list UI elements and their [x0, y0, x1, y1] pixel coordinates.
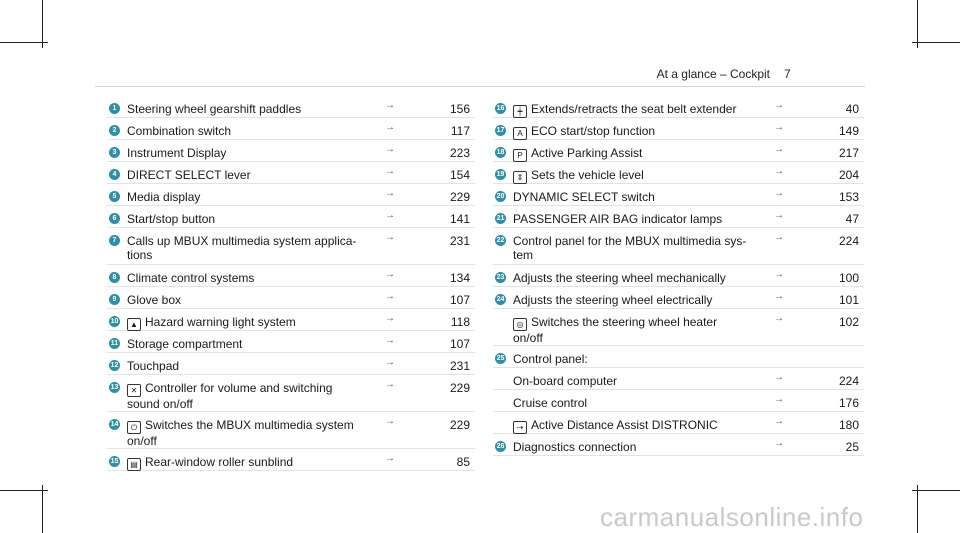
page-reference[interactable]: 231 — [449, 234, 470, 248]
arrow-icon: → — [385, 122, 395, 133]
mute-icon: ✕ — [127, 384, 141, 397]
index-row — [107, 206, 475, 228]
item-label — [513, 418, 783, 434]
crop-mark — [917, 485, 918, 533]
index-row — [107, 96, 475, 118]
item-text: Switches the MBUX multimedia system on/off — [127, 418, 354, 448]
item-label — [513, 374, 783, 388]
page-reference[interactable]: 25 — [845, 440, 859, 454]
page-reference[interactable]: 224 — [838, 234, 859, 248]
index-row — [493, 96, 864, 118]
arrow-icon: → — [774, 394, 784, 405]
page-reference[interactable]: 134 — [449, 271, 470, 285]
page-reference[interactable]: 102 — [838, 315, 859, 329]
page-reference[interactable]: 224 — [838, 374, 859, 388]
item-label — [513, 315, 783, 345]
arrow-icon: → — [385, 232, 395, 243]
page-number: 7 — [784, 67, 791, 81]
crop-mark — [912, 490, 960, 491]
item-text: DIRECT SELECT lever — [127, 168, 251, 182]
arrow-icon: → — [385, 313, 395, 324]
item-number-badge: 13 — [110, 384, 119, 391]
arrow-icon: → — [385, 100, 395, 111]
item-label — [127, 381, 397, 411]
item-text: Instrument Display — [127, 146, 227, 160]
item-text: Hazard warning light system — [145, 315, 296, 329]
page-reference[interactable]: 40 — [845, 102, 859, 116]
index-row — [107, 118, 475, 140]
steering-heater-icon: ◎ — [513, 318, 527, 331]
item-label — [127, 234, 397, 262]
item-text: Storage compartment — [127, 337, 243, 351]
item-label — [127, 146, 397, 160]
index-row — [493, 412, 864, 434]
distronic-icon: ⇢ — [513, 421, 527, 434]
arrow-icon: → — [774, 416, 784, 427]
item-label — [127, 359, 397, 373]
item-number-badge: 17 — [496, 127, 505, 134]
item-text: Steering wheel gearshift paddles — [127, 102, 302, 116]
item-label — [127, 418, 397, 448]
rear-sunblind-icon: ▤ — [127, 458, 141, 471]
index-row — [493, 265, 864, 287]
item-number-badge: 12 — [110, 362, 119, 369]
item-number-badge: 23 — [496, 274, 505, 281]
item-label — [513, 168, 783, 184]
index-row — [107, 412, 475, 449]
arrow-icon: → — [385, 416, 395, 427]
item-label — [127, 168, 397, 182]
item-label — [513, 124, 783, 140]
item-text: Controller for volume and switching sound on/off — [127, 381, 333, 411]
index-row — [107, 353, 475, 375]
item-text: Control panel for the MBUX multimedia sys- tem — [513, 234, 747, 262]
item-label — [127, 124, 397, 138]
index-row — [107, 162, 475, 184]
item-number-badge: 1 — [109, 103, 120, 114]
arrow-icon: → — [774, 372, 784, 383]
eco-stop-icon: A — [513, 127, 527, 140]
page-reference[interactable]: 217 — [838, 146, 859, 160]
item-label — [513, 293, 783, 307]
index-row — [493, 390, 864, 412]
page-reference[interactable]: 180 — [838, 418, 859, 432]
index-row — [493, 368, 864, 390]
page-reference[interactable]: 229 — [449, 381, 470, 395]
index-row — [107, 140, 475, 162]
item-number-badge: 7 — [109, 235, 120, 246]
arrow-icon: → — [385, 210, 395, 221]
index-row — [493, 346, 864, 368]
item-label — [513, 352, 783, 366]
item-text: Sets the vehicle level — [531, 168, 644, 182]
item-label — [513, 234, 783, 262]
index-row — [107, 309, 475, 331]
watermark: carmanualsonline.info — [600, 502, 864, 532]
index-row — [107, 228, 475, 265]
power-icon: ⏻ — [127, 421, 141, 434]
index-row — [107, 331, 475, 353]
belt-extender-icon: ┿ — [513, 105, 527, 118]
header-title: At a glance – Cockpit — [656, 67, 770, 81]
item-label — [513, 440, 783, 454]
item-number-badge: 26 — [496, 443, 505, 450]
item-text: Climate control systems — [127, 271, 255, 285]
arrow-icon: → — [385, 166, 395, 177]
header-rule — [95, 86, 865, 87]
item-label — [127, 102, 397, 116]
item-number-badge: 24 — [496, 296, 505, 303]
parking-assist-icon: P — [513, 149, 527, 162]
page-reference[interactable]: 229 — [449, 190, 470, 204]
item-number-badge: 20 — [496, 193, 505, 200]
right-index-column — [493, 96, 864, 456]
crop-mark — [0, 42, 48, 43]
arrow-icon: → — [774, 232, 784, 243]
index-row — [107, 375, 475, 412]
arrow-icon: → — [774, 122, 784, 133]
item-label — [127, 315, 397, 331]
crop-mark — [912, 42, 960, 43]
item-text: Touchpad — [127, 359, 180, 373]
page-reference[interactable]: 149 — [838, 124, 859, 138]
item-number-badge: 22 — [496, 237, 505, 244]
item-label — [513, 396, 783, 410]
index-row — [493, 287, 864, 309]
page-reference[interactable]: 117 — [450, 124, 470, 138]
page-header — [656, 67, 791, 81]
item-number-badge: 5 — [109, 191, 120, 202]
item-text: Combination switch — [127, 124, 232, 138]
arrow-icon: → — [385, 453, 395, 464]
item-text: Cruise control — [513, 396, 588, 410]
page-reference[interactable]: 156 — [449, 102, 470, 116]
item-text: DYNAMIC SELECT switch — [513, 190, 655, 204]
item-number-badge: 9 — [109, 294, 120, 305]
arrow-icon: → — [774, 210, 784, 221]
index-row — [493, 118, 864, 140]
item-text: Active Distance Assist DISTRONIC — [531, 418, 718, 432]
index-row — [493, 228, 864, 265]
page-reference[interactable]: 229 — [449, 418, 470, 432]
arrow-icon: → — [385, 144, 395, 155]
index-row — [493, 162, 864, 184]
item-label — [127, 212, 397, 226]
item-number-badge: 15 — [110, 458, 119, 465]
item-number-badge: 19 — [496, 171, 505, 178]
crop-mark — [42, 0, 43, 48]
page-reference[interactable]: 223 — [449, 146, 470, 160]
item-text: Extends/retracts the seat belt extender — [531, 102, 737, 116]
page-reference[interactable]: 154 — [449, 168, 470, 182]
item-number-badge: 16 — [496, 105, 505, 112]
page-reference[interactable]: 47 — [845, 212, 859, 226]
arrow-icon: → — [385, 269, 395, 280]
page-reference[interactable]: 100 — [838, 271, 859, 285]
item-text: Switches the steering wheel heater on/off — [513, 315, 718, 345]
vehicle-level-icon: ⇕ — [513, 171, 527, 184]
index-row — [493, 434, 864, 456]
arrow-icon: → — [385, 357, 395, 368]
item-number-badge: 4 — [109, 169, 120, 180]
item-text: Calls up MBUX multimedia system applica- tions — [127, 234, 357, 262]
item-number-badge: 25 — [496, 355, 505, 362]
page-reference[interactable]: 231 — [449, 359, 470, 373]
item-number-badge: 21 — [496, 215, 505, 222]
item-label — [127, 337, 397, 351]
index-row — [107, 449, 475, 471]
arrow-icon: → — [774, 291, 784, 302]
item-number-badge: 6 — [109, 213, 120, 224]
arrow-icon: → — [385, 291, 395, 302]
arrow-icon: → — [774, 166, 784, 177]
page-reference[interactable]: 107 — [449, 293, 470, 307]
arrow-icon: → — [385, 188, 395, 199]
item-label — [127, 271, 397, 285]
item-text: Rear-window roller sunblind — [145, 455, 294, 469]
item-number-badge: 10 — [110, 318, 119, 325]
item-number-badge: 8 — [109, 272, 120, 283]
page-reference[interactable]: 176 — [838, 396, 859, 410]
index-row — [107, 265, 475, 287]
item-number-badge: 11 — [110, 340, 119, 347]
item-text: Adjusts the steering wheel electrically — [513, 293, 713, 307]
item-label — [513, 146, 783, 162]
item-number-badge: 2 — [109, 125, 120, 136]
page-reference[interactable]: 85 — [456, 455, 470, 469]
index-row — [493, 140, 864, 162]
item-text: Adjusts the steering wheel mechanically — [513, 271, 726, 285]
item-text: ECO start/stop function — [531, 124, 656, 138]
index-row — [107, 184, 475, 206]
index-row — [107, 287, 475, 309]
item-text: Control panel: — [513, 352, 588, 366]
arrow-icon: → — [774, 188, 784, 199]
page-reference[interactable]: 118 — [450, 315, 470, 329]
item-text: Active Parking Assist — [531, 146, 643, 160]
page-reference[interactable]: 101 — [838, 293, 859, 307]
item-text: Glove box — [127, 293, 182, 307]
left-index-column — [107, 96, 475, 471]
item-number-badge: 18 — [496, 149, 505, 156]
item-label — [513, 271, 783, 285]
arrow-icon: → — [385, 379, 395, 390]
crop-mark — [0, 490, 48, 491]
arrow-icon: → — [385, 335, 395, 346]
item-label — [513, 190, 783, 204]
page-reference[interactable]: 141 — [449, 212, 470, 226]
crop-mark — [917, 0, 918, 48]
item-label — [513, 102, 783, 118]
item-label — [513, 212, 783, 226]
index-row — [493, 309, 864, 346]
index-row — [493, 184, 864, 206]
item-label — [127, 455, 397, 471]
arrow-icon: → — [774, 313, 784, 324]
page-reference[interactable]: 204 — [838, 168, 859, 182]
item-label — [127, 293, 397, 307]
crop-mark — [42, 485, 43, 533]
arrow-icon: → — [774, 100, 784, 111]
arrow-icon: → — [774, 269, 784, 280]
item-number-badge: 3 — [109, 147, 120, 158]
arrow-icon: → — [774, 144, 784, 155]
page-reference[interactable]: 107 — [449, 337, 470, 351]
item-number-badge: 14 — [110, 421, 119, 428]
item-label — [127, 190, 397, 204]
item-text: Start/stop button — [127, 212, 216, 226]
hazard-warning-icon: ▲ — [127, 318, 141, 331]
item-text: Media display — [127, 190, 201, 204]
item-text: Diagnostics connection — [513, 440, 637, 454]
item-text: PASSENGER AIR BAG indicator lamps — [513, 212, 723, 226]
index-row — [493, 206, 864, 228]
arrow-icon: → — [774, 438, 784, 449]
item-text: On-board computer — [513, 374, 618, 388]
page-reference[interactable]: 153 — [838, 190, 859, 204]
